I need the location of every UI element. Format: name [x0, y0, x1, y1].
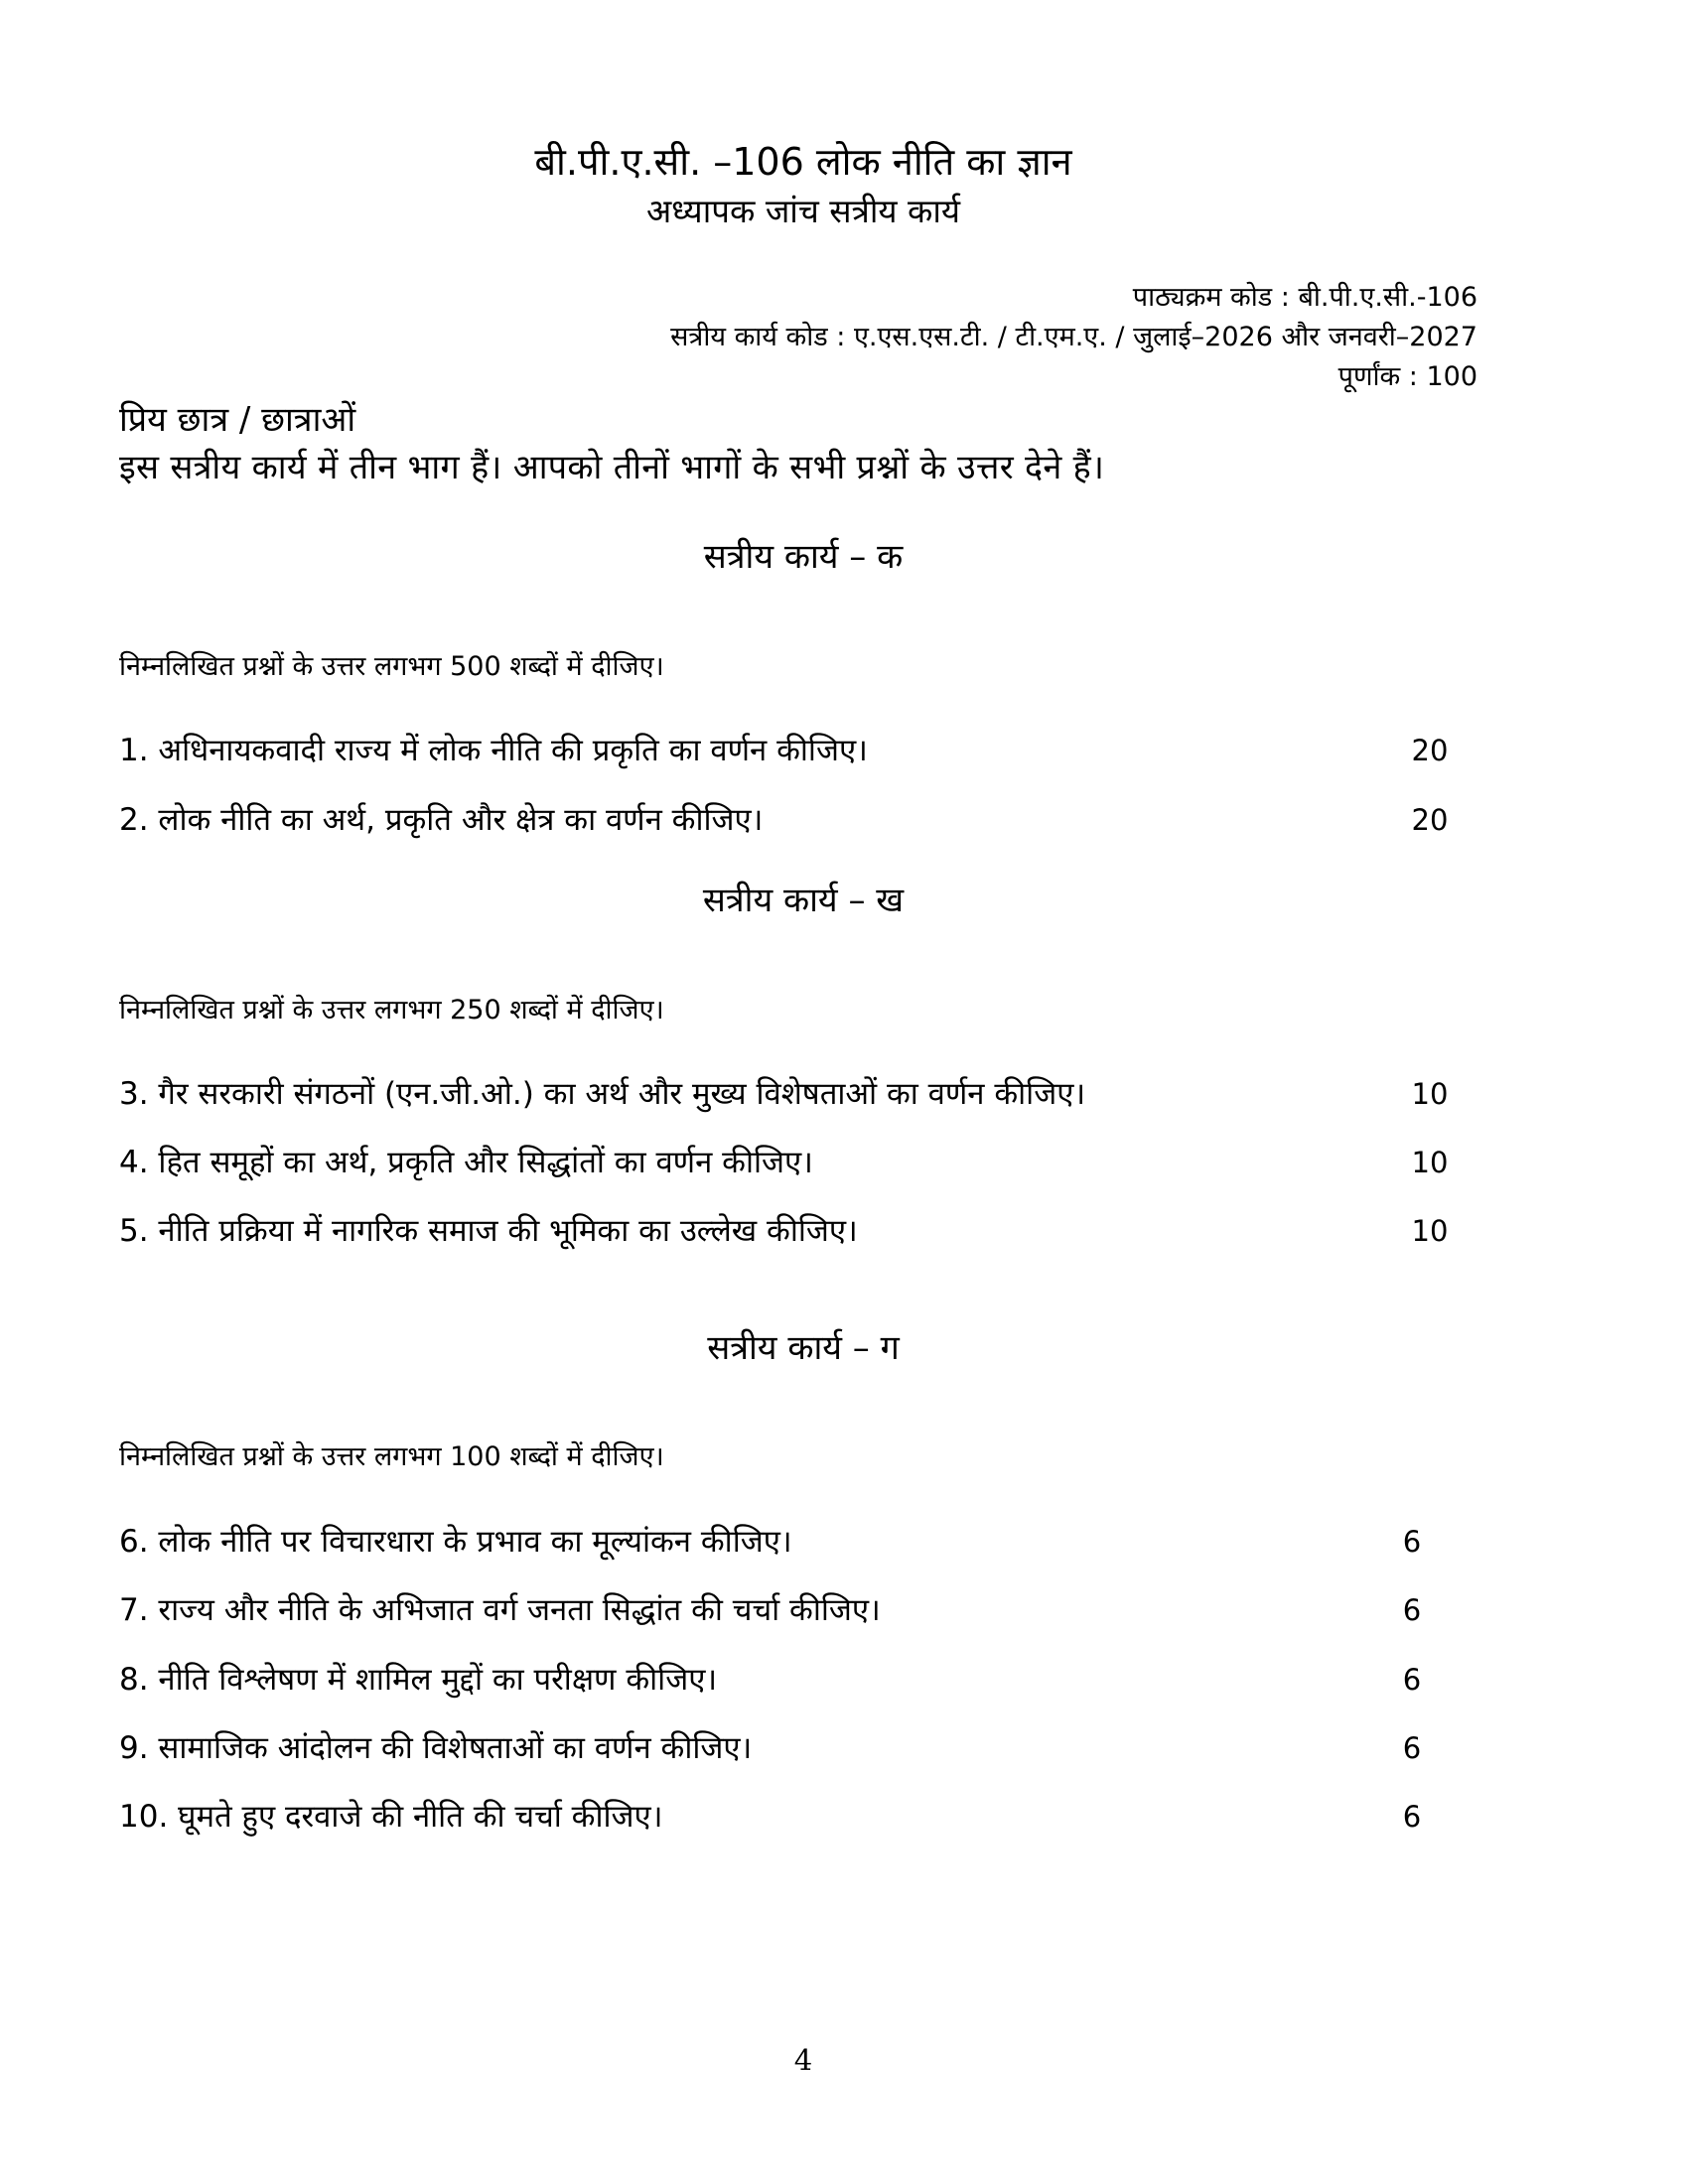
question-7: [119, 1588, 1450, 1632]
question-marks: 10: [1411, 1077, 1449, 1111]
question-text: 8. नीति विश्लेषण में शामिल मुद्दों का परीक्षण कीजिए।: [119, 1662, 718, 1698]
question-marks: 6: [1402, 1663, 1422, 1697]
question-text: 1. अधिनायकवादी राज्य में लोक नीति की प्रकृति का वर्णन कीजिए।: [119, 733, 868, 768]
question-6: [119, 1520, 1450, 1564]
question-text: 5. नीति प्रक्रिया में नागरिक समाज की भूमिका का उल्लेख कीजिए।: [119, 1213, 858, 1249]
document-subtitle: अध्यापक जांच सत्रीय कार्य: [645, 192, 961, 230]
section-note-a: निम्नलिखित प्रश्नों के उत्तर लगभग 500 शब्दों में दीजिए।: [119, 651, 664, 682]
general-instruction: इस सत्रीय कार्य में तीन भाग हैं। आपको तीनों भागों के सभी प्रश्नों के उत्तर देने हैं।: [119, 448, 1105, 487]
question-8: [119, 1658, 1450, 1702]
question-1: [119, 729, 1450, 772]
question-text: 6. लोक नीति पर विचारधारा के प्रभाव का मूल्यांकन कीजिए।: [119, 1524, 792, 1560]
question-text: 7. राज्य और नीति के अभिजात वर्ग जनता सिद्धांत की चर्चा कीजिए।: [119, 1592, 881, 1628]
question-text: 9. सामाजिक आंदोलन की विशेषताओं का वर्णन कीजिए।: [119, 1730, 753, 1766]
question-5: [119, 1209, 1450, 1253]
question-marks: 20: [1411, 734, 1449, 767]
question-text: 2. लोक नीति का अर्थ, प्रकृति और क्षेत्र का वर्णन कीजिए।: [119, 802, 764, 838]
question-marks: 10: [1411, 1214, 1449, 1248]
course-code: पाठ्यक्रम कोड : बी.पी.ए.सी.-106: [1132, 282, 1477, 313]
question-marks: 6: [1402, 1800, 1422, 1834]
question-2: [119, 798, 1450, 842]
question-3: [119, 1072, 1450, 1116]
question-4: [119, 1141, 1450, 1184]
section-heading-b: सत्रीय कार्य – ख: [702, 881, 905, 920]
page-number: 4: [793, 2043, 813, 2077]
section-note-b: निम्नलिखित प्रश्नों के उत्तर लगभग 250 शब्दों में दीजिए।: [119, 995, 664, 1025]
question-10: [119, 1795, 1450, 1839]
assignment-code: सत्रीय कार्य कोड : ए.एस.एस.टी. / टी.एम.ए. / जुलाई–2026 और जनवरी–2027: [670, 322, 1477, 352]
document-title: बी.पी.ए.सी. –106 लोक नीति का ज्ञान: [534, 140, 1072, 184]
question-marks: 6: [1402, 1593, 1422, 1627]
question-9: [119, 1726, 1450, 1770]
salutation: प्रिय छात्र / छात्राओं: [119, 400, 356, 440]
question-text: 3. गैर सरकारी संगठनों (एन.जी.ओ.) का अर्थ और मुख्य विशेषताओं का वर्णन कीजिए।: [119, 1076, 1086, 1112]
question-marks: 20: [1411, 803, 1449, 837]
course-meta: [670, 278, 1477, 397]
question-text: 4. हित समूहों का अर्थ, प्रकृति और सिद्धांतों का वर्णन कीजिए।: [119, 1145, 813, 1180]
max-marks: पूर्णांक : 100: [1337, 361, 1477, 392]
section-heading-c: सत्रीय कार्य – ग: [707, 1328, 900, 1368]
section-note-c: निम्नलिखित प्रश्नों के उत्तर लगभग 100 शब्दों में दीजिए।: [119, 1441, 664, 1472]
section-heading-a: सत्रीय कार्य – क: [703, 537, 904, 577]
question-text: 10. घूमते हुए दरवाजे की नीति की चर्चा कीजिए।: [119, 1799, 663, 1835]
question-marks: 6: [1402, 1731, 1422, 1765]
question-marks: 6: [1402, 1525, 1422, 1559]
question-marks: 10: [1411, 1146, 1449, 1179]
